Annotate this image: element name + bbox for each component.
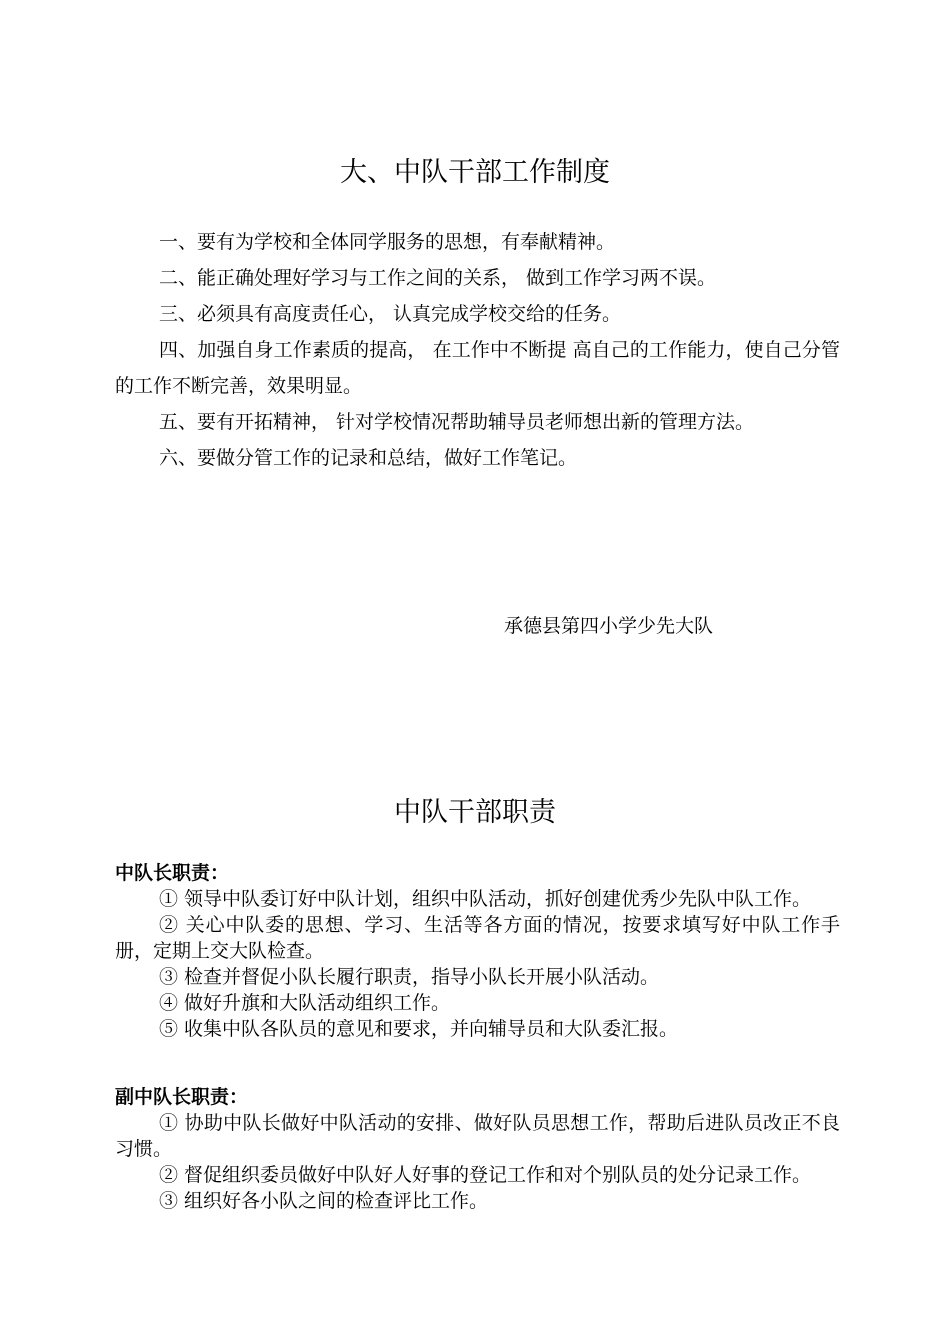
duty-item: ④ 做好升旗和大队活动组织工作。	[159, 992, 451, 1014]
page-title: 大、中队干部工作制度	[340, 157, 610, 188]
duty-item: ③ 检查并督促小队长履行职责，指导小队长开展小队活动。	[159, 966, 660, 988]
regulation-item: 三、必须具有高度责任心， 认真完成学校交给的任务。	[159, 303, 622, 325]
duties-group	[115, 1084, 840, 1214]
duties-heading: 副中队长职责：	[115, 1086, 249, 1108]
duty-item: ⑤ 收集中队各队员的意见和要求，并向辅导员和大队委汇报。	[159, 1018, 679, 1040]
duties-heading: 中队长职责：	[115, 862, 230, 884]
duties-list	[115, 1110, 840, 1214]
regulation-item: 五、要有开拓精神， 针对学校情况帮助辅导员老师想出新的管理方法。	[159, 411, 755, 433]
duties-list	[115, 886, 840, 1042]
section-title: 中队干部职责	[394, 797, 556, 828]
duty-item: ② 督促组织委员做好中队好人好事的登记工作和对个别队员的处分记录工作。	[159, 1164, 812, 1186]
regulation-item: 二、能正确处理好学习与工作之间的关系， 做到工作学习两不误。	[159, 267, 717, 289]
duties-group	[115, 860, 840, 1042]
regulation-item: 一、要有为学校和全体同学服务的思想，有奉献精神。	[159, 231, 616, 253]
signature: 承德县第四小学少先大队	[504, 615, 714, 637]
duty-item: ③ 组织好各小队之间的检查评比工作。	[159, 1190, 489, 1212]
duty-item: ① 领导中队委订好中队计划，组织中队活动，抓好创建优秀少先队中队工作。	[159, 888, 812, 910]
regulation-item: 六、要做分管工作的记录和总结，做好工作笔记。	[159, 447, 578, 469]
regulations-list	[115, 224, 840, 476]
duty-item: ② 关心中队委的思想、学习、生活等各方面的情况，按要求填写好中队工作手册，定期上交大队检查。	[115, 914, 840, 962]
duty-item: ① 协助中队长做好中队活动的安排、做好队员思想工作，帮助后进队员改正不良习惯。	[115, 1112, 840, 1160]
regulation-item: 四、加强自身工作素质的提高， 在工作中不断提 高自己的工作能力，使自己分管的工作不断完善，效果明显。	[115, 339, 840, 397]
